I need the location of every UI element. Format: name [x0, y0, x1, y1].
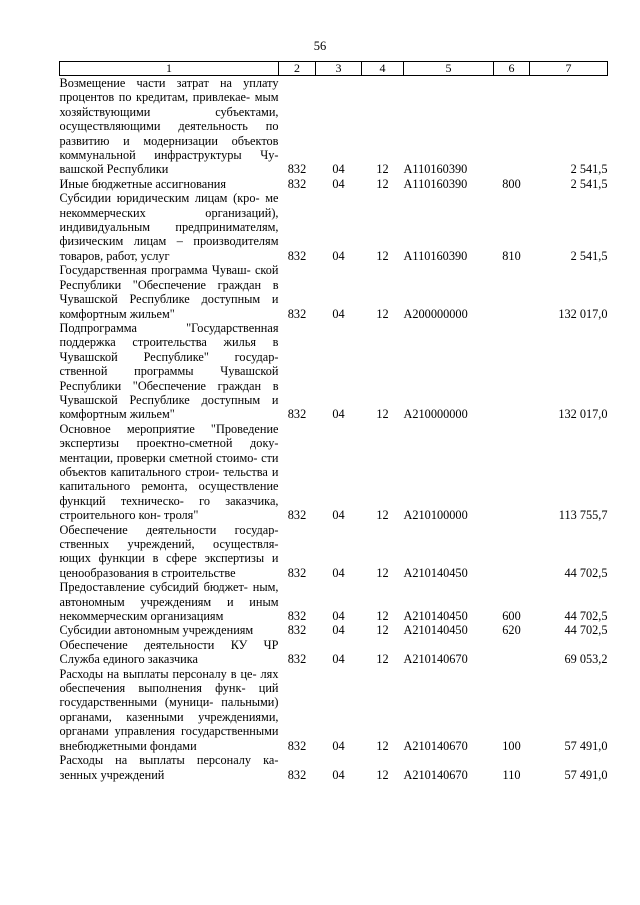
- description-line: ственной программы Чувашской: [59, 364, 279, 379]
- row-description: [60, 580, 279, 623]
- row-description: [60, 638, 279, 667]
- ministry-code: 832: [287, 767, 307, 782]
- description-line: иным некоммерческим организациям: [59, 594, 279, 624]
- ministry-code: 832: [287, 652, 307, 667]
- description-line: развитию и модернизации объектов: [59, 133, 279, 148]
- description-line: Государственная программа Чуваш-: [59, 263, 251, 278]
- amount: 44 702,5: [564, 565, 608, 580]
- section-code: 04: [332, 623, 345, 638]
- description-line: доступным и комфортным жильем": [59, 292, 279, 321]
- description-line: товаров, работ, услуг: [59, 248, 170, 263]
- description-line: государственными внебюджетными: [59, 724, 279, 753]
- row-description: [60, 623, 279, 637]
- subsection-code: 12: [376, 306, 389, 321]
- description-line: Обеспечение деятельности государ-: [59, 522, 279, 537]
- amount: 2 541,5: [570, 176, 608, 191]
- section-code: 04: [332, 508, 345, 523]
- row-description: [60, 523, 279, 581]
- description-line: учреждениями, органами управления: [59, 709, 279, 739]
- description-line: Предоставление субсидий бюджет-: [59, 580, 248, 595]
- table-row: [60, 753, 608, 782]
- expense-type-code: 620: [502, 623, 521, 638]
- target-article-code: А210140670: [403, 767, 468, 782]
- subsection-code: 12: [376, 508, 389, 523]
- description-line: тельства и капитального ремонта,: [59, 464, 279, 494]
- table-row: [60, 177, 608, 191]
- ministry-code: 832: [287, 609, 307, 624]
- section-code: 04: [332, 652, 345, 667]
- description-line: граждан в Чувашской Республике: [59, 277, 279, 307]
- description-line: ственных учреждений, осуществля-: [59, 537, 279, 551]
- ministry-code: 832: [287, 306, 307, 321]
- row-description: [60, 177, 279, 191]
- row-description: [60, 422, 279, 523]
- table-row: [60, 191, 608, 263]
- table-row: [60, 523, 608, 581]
- description-line: процентов по кредитам, привлекае-: [59, 90, 251, 105]
- subsection-code: 12: [376, 162, 389, 177]
- target-article-code: А200000000: [403, 306, 468, 321]
- expense-type-code: 110: [502, 767, 521, 782]
- expense-type-code: 100: [502, 738, 521, 753]
- table-header: [60, 62, 608, 76]
- table-row: [60, 321, 608, 422]
- header-col-3: 3: [316, 62, 362, 76]
- subsection-code: 12: [376, 565, 389, 580]
- target-article-code: А210140450: [403, 623, 468, 638]
- amount: 57 491,0: [564, 738, 608, 753]
- description-line: ме некоммерческих организаций),: [59, 191, 279, 220]
- expense-type-code: [494, 321, 530, 422]
- expense-type-code: [494, 76, 530, 177]
- table-row: [60, 76, 608, 177]
- description-line: вашской Республики: [59, 162, 169, 177]
- ministry-code: 832: [287, 508, 307, 523]
- description-line: троля": [163, 508, 199, 523]
- section-code: 04: [332, 162, 345, 177]
- row-description: [60, 321, 279, 422]
- description-line: комфортным жильем": [59, 407, 175, 422]
- expense-type-code: [494, 638, 530, 667]
- ministry-code: 832: [287, 248, 307, 263]
- description-line: Иные бюджетные ассигнования: [59, 176, 227, 191]
- description-line: ской Республики "Обеспечение: [59, 263, 279, 292]
- description-line: ным, автономным учреждениям и: [59, 580, 279, 609]
- description-line: Чувашской Республике" государ-: [59, 349, 279, 364]
- expense-type-code: 600: [502, 609, 521, 624]
- description-line: коммунальной инфраструктуры Чу-: [59, 148, 279, 163]
- description-line: Основное мероприятие "Проведение: [59, 421, 279, 436]
- section-code: 04: [332, 248, 345, 263]
- description-line: Республики "Обеспечение граждан в: [59, 378, 279, 393]
- description-line: осуществление функций техническо-: [59, 479, 279, 508]
- target-article-code: А210140450: [403, 565, 468, 580]
- expense-type-code: 800: [502, 176, 521, 191]
- description-line: Обеспечение деятельности КУ ЧР: [59, 637, 279, 652]
- description-line: Подпрограмма "Государственная: [59, 320, 279, 335]
- amount: 69 053,2: [564, 652, 608, 667]
- subsection-code: 12: [376, 738, 389, 753]
- header-row: [60, 62, 608, 76]
- section-code: 04: [332, 176, 345, 191]
- section-code: 04: [332, 738, 345, 753]
- table-row: [60, 638, 608, 667]
- target-article-code: А210140670: [403, 738, 468, 753]
- table-row: [60, 623, 608, 637]
- ministry-code: 832: [287, 623, 307, 638]
- table-body: [60, 76, 608, 782]
- description-line: мым хозяйствующими субъектами,: [59, 90, 279, 119]
- amount: 132 017,0: [558, 306, 608, 321]
- header-col-4: 4: [362, 62, 404, 76]
- amount: 44 702,5: [564, 623, 608, 638]
- ministry-code: 832: [287, 407, 307, 422]
- amount: 113 755,7: [558, 508, 608, 523]
- description-line: зенных учреждений: [59, 767, 165, 782]
- ministry-code: 832: [287, 565, 307, 580]
- description-line: Субсидии автономным учреждениям: [59, 623, 254, 638]
- row-description: [60, 76, 279, 177]
- description-line: физическим лицам – производителям: [59, 234, 279, 249]
- section-code: 04: [332, 767, 345, 782]
- target-article-code: А210140670: [403, 652, 468, 667]
- table-row: [60, 580, 608, 623]
- subsection-code: 12: [376, 767, 389, 782]
- header-col-2: 2: [279, 62, 316, 76]
- description-line: ций государственными (муници-: [59, 681, 279, 710]
- expense-type-code: [494, 523, 530, 581]
- expense-type-code: 810: [502, 248, 521, 263]
- target-article-code: А110160390: [403, 248, 468, 263]
- subsection-code: 12: [376, 623, 389, 638]
- description-line: ценообразования в строительстве: [59, 565, 236, 580]
- section-code: 04: [332, 306, 345, 321]
- description-line: осуществляющими деятельность по: [59, 119, 279, 134]
- amount: 2 541,5: [570, 248, 608, 263]
- header-col-5: 5: [404, 62, 494, 76]
- subsection-code: 12: [376, 609, 389, 624]
- amount: 132 017,0: [558, 407, 608, 422]
- ministry-code: 832: [287, 738, 307, 753]
- row-description: [60, 191, 279, 263]
- description-line: лях обеспечения выполнения функ-: [59, 666, 279, 696]
- target-article-code: А210140450: [403, 609, 468, 624]
- expense-type-code: [494, 422, 530, 523]
- target-article-code: А110160390: [403, 176, 468, 191]
- description-line: ментации, проверки сметной стоимо-: [59, 450, 258, 465]
- subsection-code: 12: [376, 176, 389, 191]
- budget-table: [59, 61, 608, 782]
- amount: 2 541,5: [570, 162, 608, 177]
- amount: 57 491,0: [564, 767, 608, 782]
- target-article-code: А210000000: [403, 407, 468, 422]
- description-line: Служба единого заказчика: [59, 652, 198, 667]
- subsection-code: 12: [376, 652, 389, 667]
- header-col-6: 6: [494, 62, 530, 76]
- target-article-code: А210100000: [403, 508, 468, 523]
- expense-type-code: [494, 263, 530, 321]
- subsection-code: 12: [376, 248, 389, 263]
- header-col-7: 7: [530, 62, 608, 76]
- section-code: 04: [332, 565, 345, 580]
- amount: 44 702,5: [564, 609, 608, 624]
- table-row: [60, 422, 608, 523]
- header-col-1: 1: [60, 62, 279, 76]
- ministry-code: 832: [287, 176, 307, 191]
- row-description: [60, 263, 279, 321]
- table-row: [60, 667, 608, 753]
- description-line: Расходы на выплаты персоналу ка-: [59, 753, 279, 768]
- page-number: 56: [313, 39, 327, 53]
- subsection-code: 12: [376, 407, 389, 422]
- description-line: ющих функции в сфере экспертизы и: [59, 551, 279, 566]
- section-code: 04: [332, 407, 345, 422]
- row-description: [60, 753, 279, 782]
- row-description: [60, 667, 279, 753]
- description-line: фондами: [149, 738, 197, 753]
- description-line: Субсидии юридическим лицам (кро-: [59, 191, 260, 206]
- description-line: индивидуальным предпринимателям,: [59, 220, 279, 235]
- description-line: поддержка строительства жилья в: [59, 335, 279, 350]
- description-line: Чувашской Республике доступным и: [59, 392, 279, 407]
- description-line: Расходы на выплаты персоналу в це-: [59, 666, 257, 681]
- description-line: го заказчика, строительного кон-: [59, 493, 279, 523]
- description-line: пальными) органами, казенными: [59, 695, 279, 724]
- description-line: экспертизы проектно-сметной доку-: [59, 436, 279, 451]
- description-line: сти объектов капитального строи-: [59, 450, 279, 479]
- table-row: [60, 263, 608, 321]
- ministry-code: 832: [287, 162, 307, 177]
- description-line: Возмещение части затрат на уплату: [59, 76, 279, 90]
- section-code: 04: [332, 609, 345, 624]
- target-article-code: А110160390: [403, 162, 468, 177]
